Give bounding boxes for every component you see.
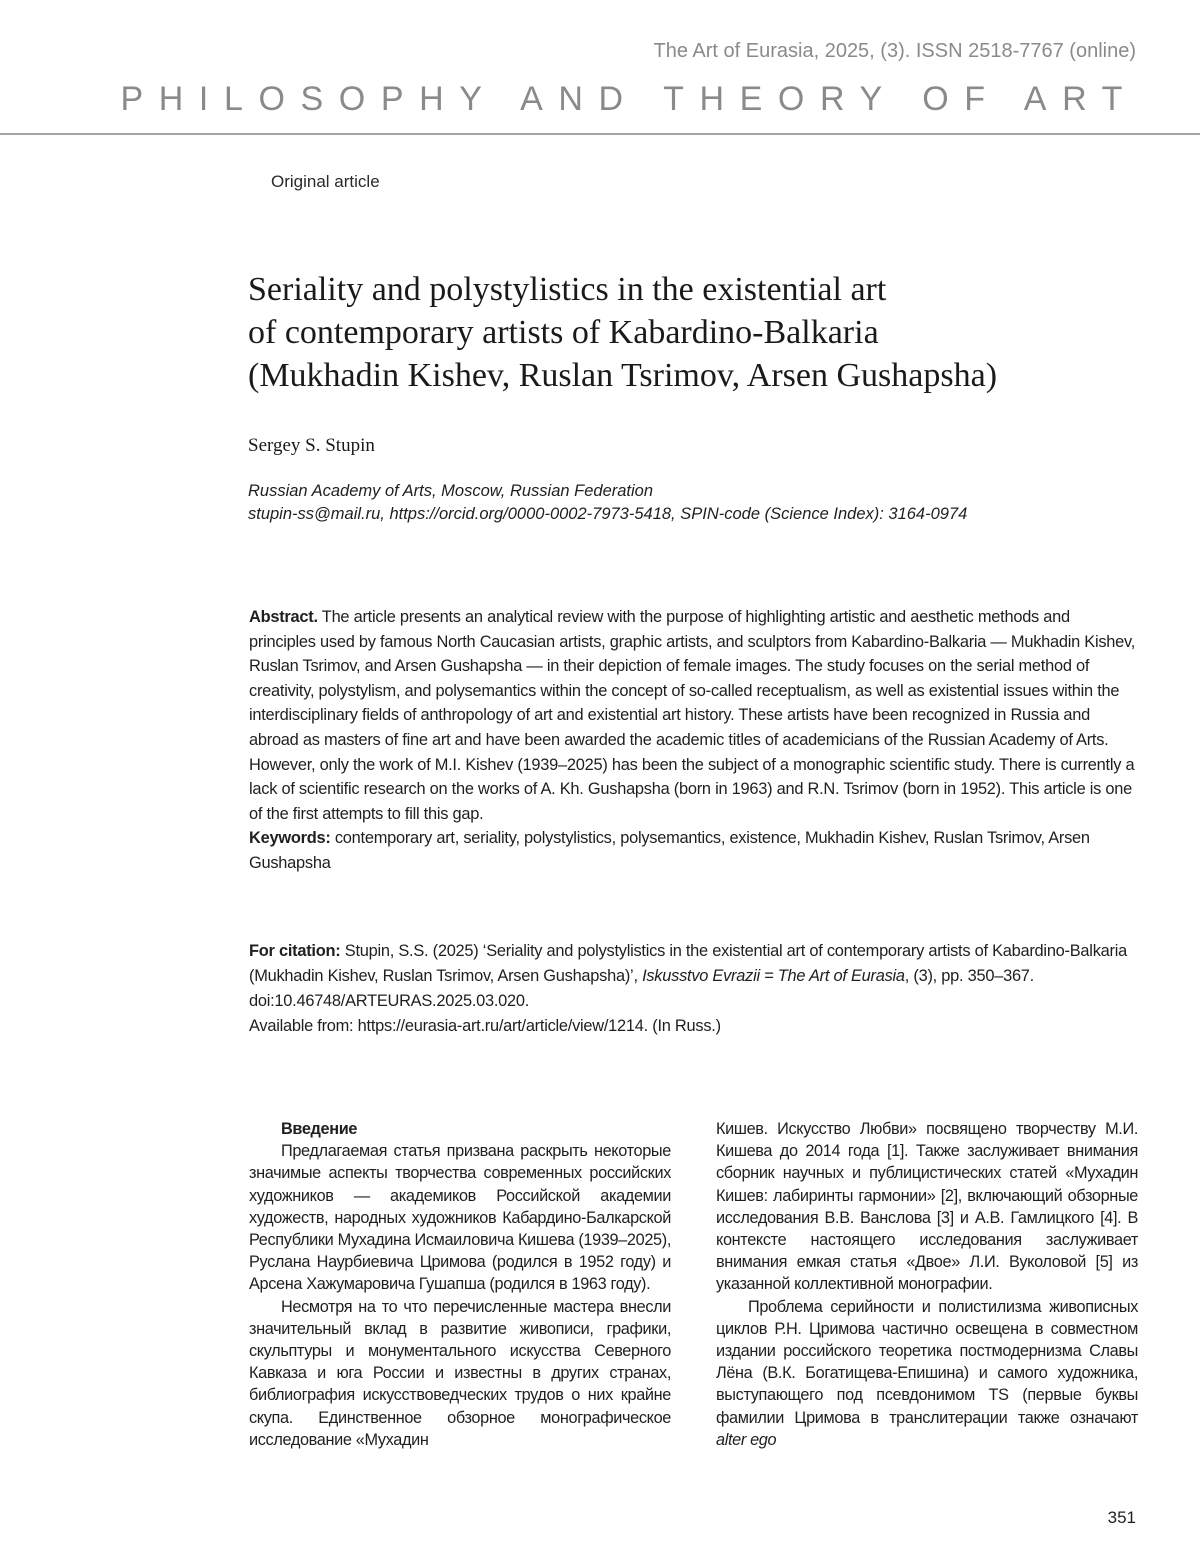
keywords-text: contemporary art, seriality, polystylistics, polysemantics, existence, Mukhadin Kishev, Ruslan Tsrimov, Arsen Gushapsha <box>249 829 1090 872</box>
body-paragraph: Предлагаемая статья призвана раскрыть некоторые значимые аспекты творчества современных российских художников — академиков Российской академии художеств, народных художников Кабардино-Балкарской Республики Мухадина Исмаиловича Кишева (1939–2025), Руслана Наурбиевича Цримова (родился в 1952 году) и Арсена Хажумаровича Гушапша (родился в 1963 году). <box>249 1142 671 1294</box>
author-affiliation-block <box>248 480 967 526</box>
abstract-block <box>249 605 1139 876</box>
citation-journal: Iskusstvo Evrazii = The Art of Eurasia <box>642 967 905 985</box>
keywords <box>249 826 1139 875</box>
abstract-text: The article presents an analytical review with the purpose of highlighting artistic and aesthetic methods and principles used by famous North Caucasian artists, graphic artists, and sculptors from Kabardino-Balkaria — Mukhadin Kishev, Ruslan Tsrimov, and Arsen Gushapsha — in their depiction of female images. The study focuses on the serial method of creativity, polystylism, and polysemantics within the concept of so-called receptualism, as well as existential issues within the interdisciplinary fields of anthropology of art and existential art history. These artists have been recognized in Russia and abroad as masters of fine art and have been awarded the academic titles of academicians of the Russian Academy of Arts. However, only the work of M.I. Kishev (1939–2025) has been the subject of a monographic scientific study. There is currently a lack of scientific research on the works of A. Kh. Gushapsha (born in 1963) and R.N. Tsrimov (born in 1952). This article is one of the first attempts to fill this gap. <box>249 608 1136 823</box>
page-number: 351 <box>1107 1508 1136 1527</box>
abstract <box>249 605 1139 826</box>
header-divider <box>0 133 1200 135</box>
journal-info: The Art of Eurasia, 2025, (3). ISSN 2518-7767 (online) <box>653 40 1136 62</box>
author-name: Sergey S. Stupin <box>248 435 375 456</box>
citation-available: Available from: https://eurasia-art.ru/art/article/view/1214. (In Russ.) <box>249 1017 721 1035</box>
citation-text: Stupin, S.S. (2025) ‘Seriality and polystylistics in the existential art of contemporary artists of Kabardino-Balkaria (Mukhadin Kishev, Ruslan Tsrimov, Arsen Gushapsha)’, <box>249 942 1127 985</box>
body-paragraph: Кишев. Искусство Любви» посвящено творчеству М.И. Кишева до 2014 года [1]. Также заслуживает внимания сборник научных и публицистических статей «Мухадин Кишев: лабиринты гармонии» [2], включающий обзорные исследования В.В. Ванслова [3] и А.В. Гамлицкого [4]. В контексте настоящего исследования заслуживает внимания емкая статья «Двое» Л.И. Вуколовой [5] из указанной коллективной монографии. <box>716 1120 1138 1294</box>
citation-label: For citation: <box>249 942 341 960</box>
article-type: Original article <box>271 172 380 191</box>
article-title <box>248 268 1148 397</box>
body-column-right <box>716 1118 1138 1451</box>
body-paragraph <box>716 1296 1138 1451</box>
body-paragraph: Несмотря на то что перечисленные мастера внесли значительный вклад в развитие живописи, графики, скульптуры и монументального искусства Северного Кавказа и юга России и известны в других странах, библиография искусствоведческих трудов о них крайне скупа. Единственное обзорное монографическое исследование «Мухадин <box>249 1297 671 1449</box>
affiliation: Russian Academy of Arts, Moscow, Russian Federation <box>248 482 654 500</box>
section-title: PHILOSOPHY AND THEORY OF ART <box>120 80 1138 118</box>
citation-text-end: , (3), pp. 350–367. doi:10.46748/ARTEURAS.2025.03.020. <box>249 967 1034 1010</box>
keywords-label: Keywords: <box>249 829 331 848</box>
body-italic-text: alter ego <box>716 1430 777 1449</box>
title-line: (Mukhadin Kishev, Ruslan Tsrimov, Arsen Gushapsha) <box>248 357 998 394</box>
section-heading: Введение <box>281 1120 358 1138</box>
title-line: of contemporary artists of Kabardino-Balkaria <box>248 314 879 351</box>
abstract-label: Abstract. <box>249 608 318 626</box>
title-line: Seriality and polystylistics in the existential art <box>248 271 887 308</box>
body-column-left <box>249 1118 671 1451</box>
body-text: Проблема серийности и полистилизма живописных циклов Р.Н. Цримова частично освещена в совместном издании российского теоретика постмодернизма Славы Лёна (В.К. Богатищева-Епишина) и самого художника, выступающего под псевдонимом TS (первые буквы фамилии Цримова в транслитерации также означают <box>716 1297 1138 1427</box>
citation <box>249 939 1129 1014</box>
author-contacts: stupin-ss@mail.ru, https://orcid.org/0000-0002-7973-5418, SPIN-code (Science Index): 3164-0974 <box>248 505 968 523</box>
citation-block <box>249 939 1129 1039</box>
